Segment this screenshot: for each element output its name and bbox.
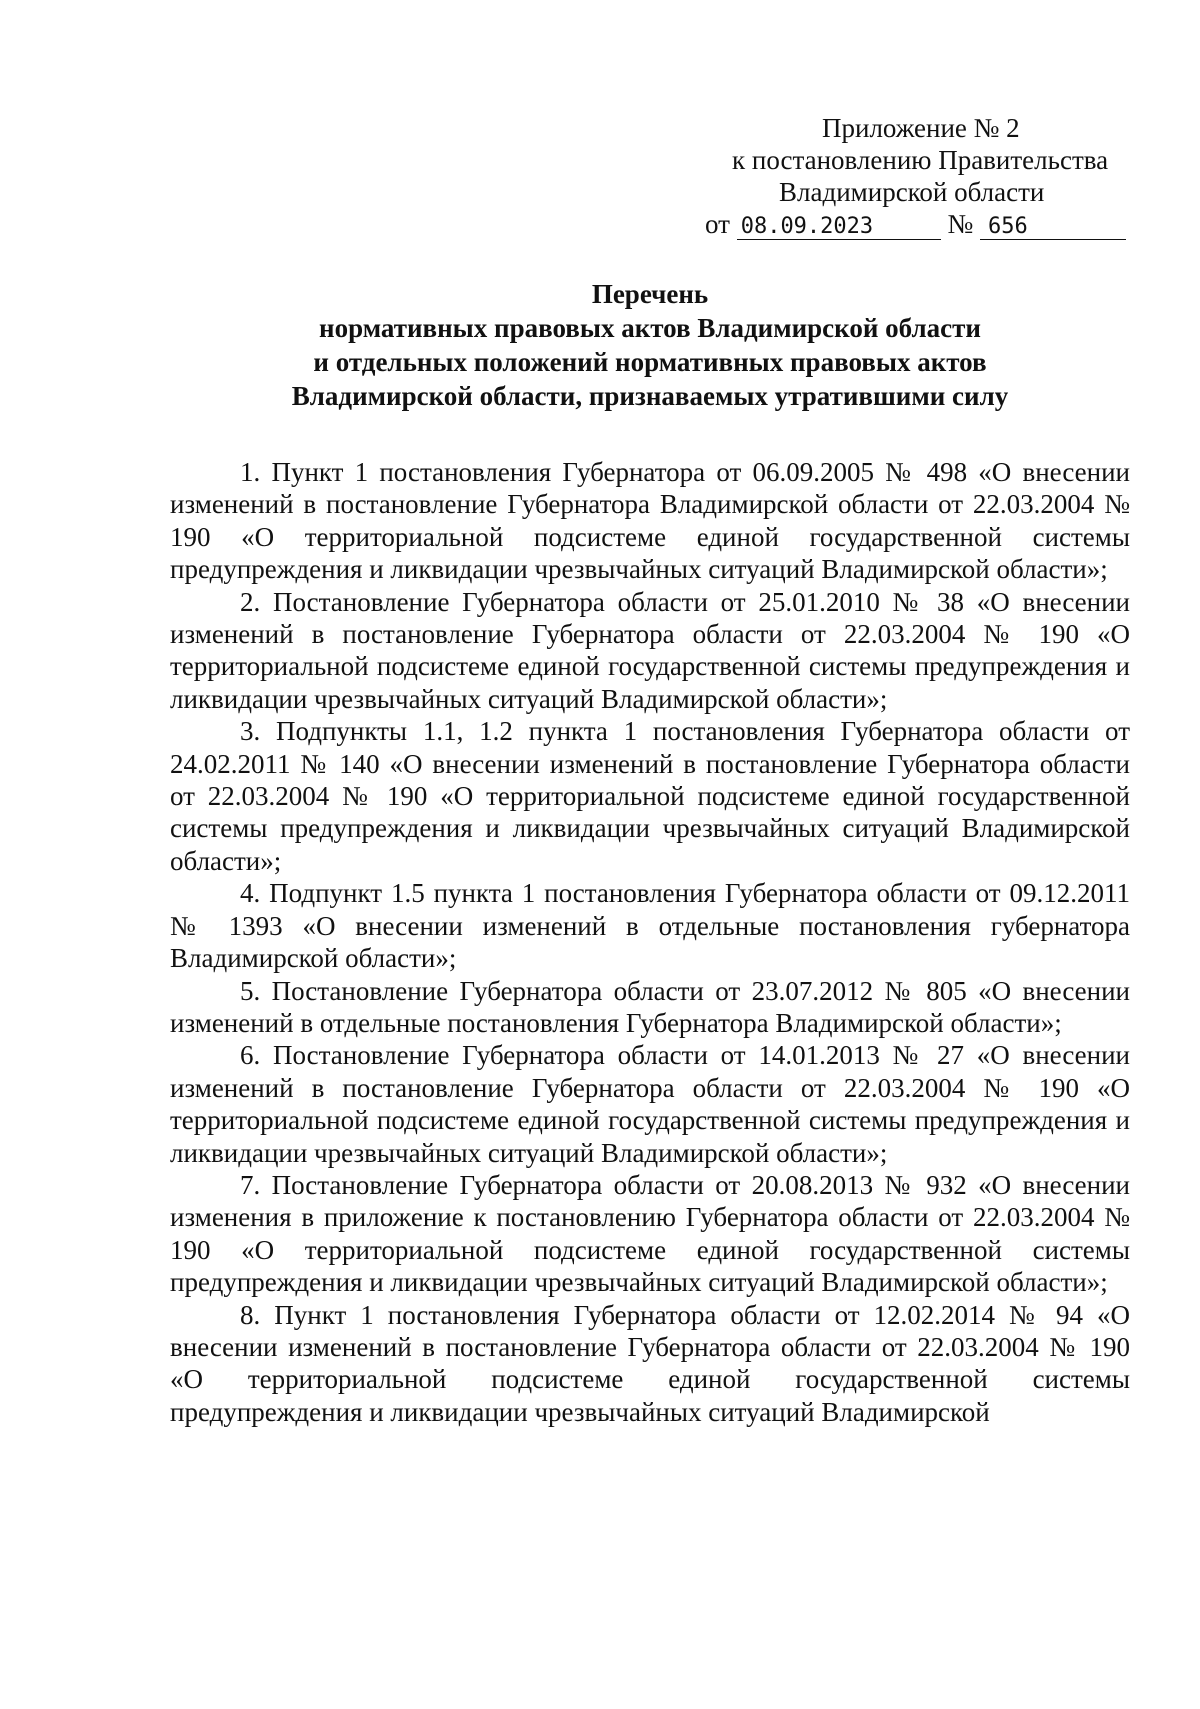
- list-item: 3. Подпункты 1.1, 1.2 пункта 1 постановления Губернатора области от 24.02.2011 № 140 «О внесении изменений в постановление Губернатора области от 22.03.2004 № 190 «О территориальной подсистеме единой государственной системы предупреждения и ликвидации чрезвычайных ситуаций Владимирской области»;: [170, 716, 1130, 876]
- decree-number: 656: [980, 215, 1126, 240]
- title-line-3: и отдельных положений нормативных правовых актов: [313, 347, 987, 377]
- appendix-block: [680, 112, 1130, 240]
- title-line-1: Перечень: [591, 279, 709, 309]
- list-item: 8. Пункт 1 постановления Губернатора области от 12.02.2014 № 94 «О внесении изменений в постановление Губернатора области от 22.03.2004 № 190 «О территориальной подсистеме единой государственной системы предупреждения и ликвидации чрезвычайных ситуаций Владимирской: [170, 1299, 1130, 1427]
- appendix-date-number-line: [680, 208, 1130, 240]
- number-prefix: №: [947, 209, 974, 239]
- appendix-reference: к постановлению Правительства: [732, 145, 1109, 175]
- list-item: 6. Постановление Губернатора области от 14.01.2013 № 27 «О внесении изменений в постановление Губернатора области от 22.03.2004 № 190 «О территориальной подсистеме единой государственной системы предупреждения и ликвидации чрезвычайных ситуаций Владимирской области»;: [170, 1040, 1130, 1168]
- list-item: 1. Пункт 1 постановления Губернатора от 06.09.2005 № 498 «О внесении изменений в постановление Губернатора Владимирской области от 22.03.2004 № 190 «О территориальной подсистеме единой государственной системы предупреждения и ликвидации чрезвычайных ситуаций Владимирской области»;: [170, 457, 1130, 585]
- appendix-region: Владимирской области: [779, 177, 1045, 207]
- acts-list: [170, 456, 1130, 1428]
- decree-date: 08.09.2023: [737, 215, 941, 240]
- list-item: 2. Постановление Губернатора области от 25.01.2010 № 38 «О внесении изменений в постановление Губернатора области от 22.03.2004 № 190 «О территориальной подсистеме единой государственной системы предупреждения и ликвидации чрезвычайных ситуаций Владимирской области»;: [170, 586, 1130, 714]
- date-prefix: от: [705, 209, 730, 239]
- list-item: 7. Постановление Губернатора области от 20.08.2013 № 932 «О внесении изменения в приложение к постановлению Губернатора области от 22.03.2004 № 190 «О территориальной подсистеме единой государственной системы предупреждения и ликвидации чрезвычайных ситуаций Владимирской области»;: [170, 1169, 1130, 1298]
- list-item: 5. Постановление Губернатора области от 23.07.2012 № 805 «О внесении изменений в отдельные постановления Губернатора Владимирской области»;: [170, 975, 1130, 1038]
- appendix-number: Приложение № 2: [822, 113, 1020, 143]
- document-title: [170, 277, 1130, 413]
- title-line-4: Владимирской области, признаваемых утратившими силу: [291, 381, 1009, 411]
- title-line-2: нормативных правовых актов Владимирской области: [319, 313, 981, 343]
- list-item: 4. Подпункт 1.5 пункта 1 постановления Губернатора области от 09.12.2011 № 1393 «О внесении изменений в отдельные постановления губернатора Владимирской области»;: [170, 878, 1130, 974]
